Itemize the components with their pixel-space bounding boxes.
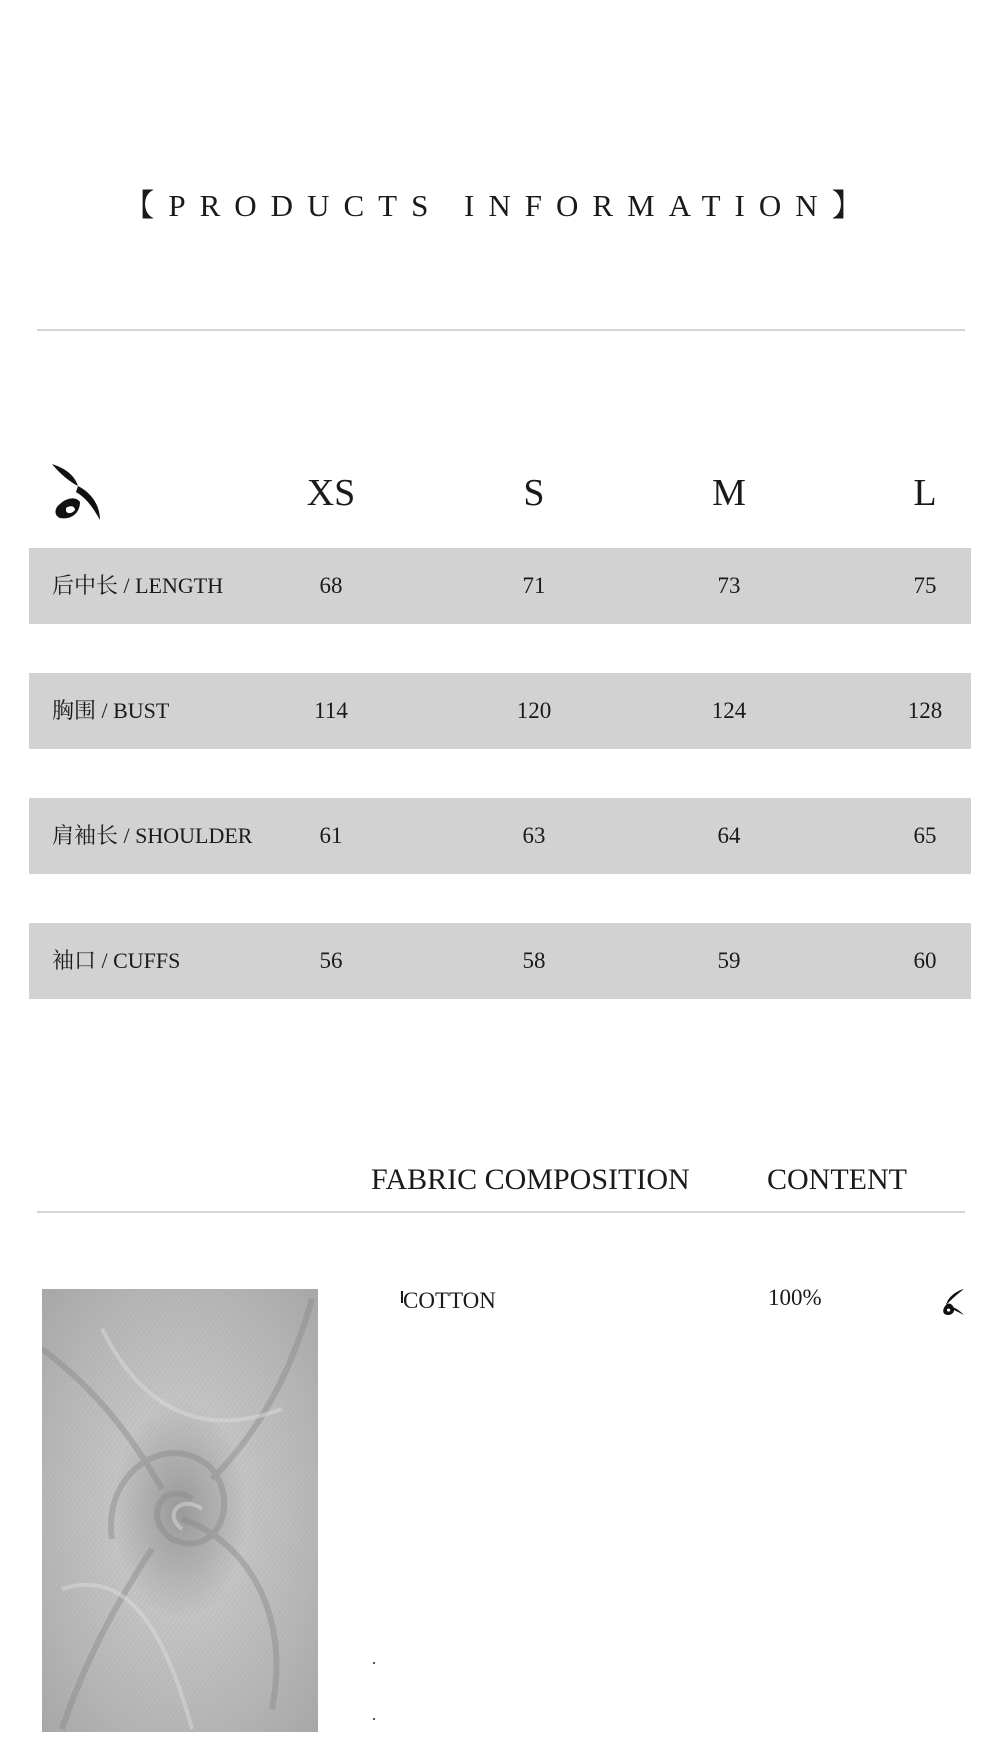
fabric-material: COTTON <box>403 1288 496 1313</box>
table-cell: 64 <box>717 823 741 848</box>
table-cell: 68 <box>319 573 343 598</box>
size-header-l: L <box>913 472 937 514</box>
content-heading: CONTENT <box>767 1163 907 1196</box>
size-header-xs: XS <box>306 472 356 514</box>
table-cell: 75 <box>913 573 937 598</box>
page-title: 【PRODUCTS INFORMATION】 <box>123 188 877 223</box>
table-cell: 65 <box>913 823 937 848</box>
fabric-composition-heading: FABRIC COMPOSITION <box>371 1163 690 1196</box>
size-header-m: M <box>712 472 746 514</box>
table-cell: 63 <box>522 823 546 848</box>
stray-mark <box>373 1718 375 1720</box>
row-label-bust: 胸围 / BUST <box>52 698 170 723</box>
table-cell: 73 <box>717 573 741 598</box>
fabric-divider <box>37 1211 965 1213</box>
brand-logo-icon <box>50 462 102 522</box>
table-cell: 58 <box>522 948 546 973</box>
table-cell: 60 <box>913 948 937 973</box>
small-brand-logo-icon <box>940 1287 966 1317</box>
top-divider <box>37 329 965 331</box>
stray-mark <box>373 1662 375 1664</box>
row-label-cuffs: 袖口 / CUFFS <box>52 948 181 973</box>
table-cell: 71 <box>522 573 546 598</box>
table-cell: 128 <box>907 698 943 723</box>
table-cell: 56 <box>319 948 343 973</box>
table-cell: 114 <box>314 698 348 723</box>
row-label-shoulder: 肩袖长 / SHOULDER <box>52 823 253 848</box>
fabric-percent: 100% <box>768 1285 822 1310</box>
table-cell: 120 <box>516 698 552 723</box>
fabric-swatch-image <box>42 1289 318 1732</box>
table-cell: 59 <box>717 948 741 973</box>
row-label-length: 后中长 / LENGTH <box>52 573 224 598</box>
size-header-s: S <box>523 472 545 514</box>
table-cell: 124 <box>711 698 747 723</box>
table-cell: 61 <box>319 823 343 848</box>
